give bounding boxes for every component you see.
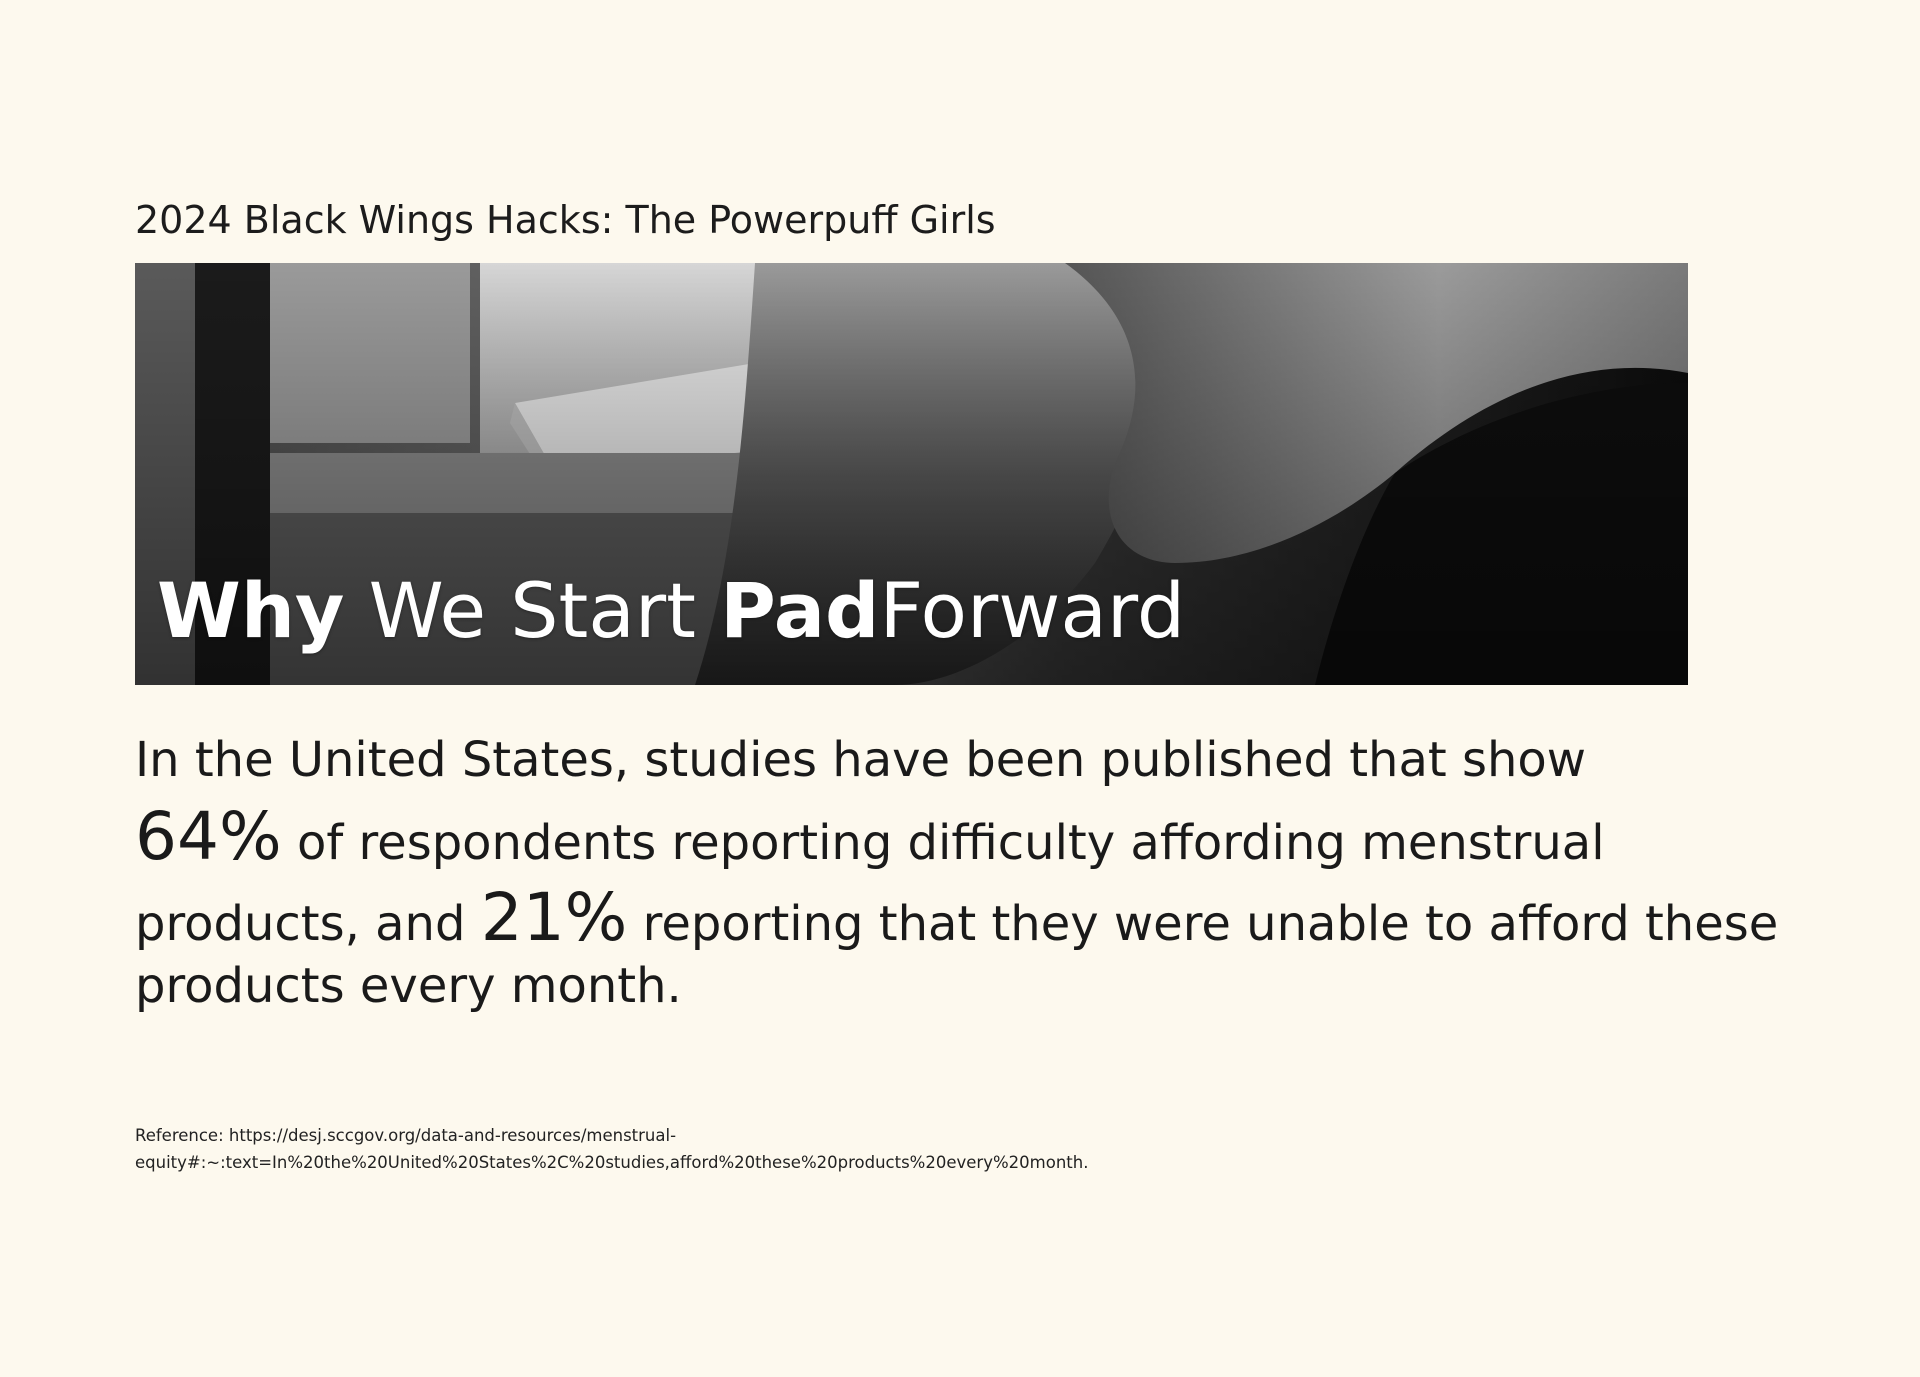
hero-heading-pad: Pad bbox=[720, 566, 880, 655]
reference-citation bbox=[135, 1122, 1435, 1176]
paragraph-line-3-text: reporting that they were unable to afford these bbox=[627, 896, 1779, 952]
stat-21-percent: 21% bbox=[480, 879, 628, 956]
paragraph-line-2-text: of respondents reporting difficulty affording menstrual bbox=[281, 815, 1605, 871]
statistics-paragraph bbox=[135, 730, 1779, 1016]
paragraph-line-4: products every month. bbox=[135, 958, 682, 1014]
paragraph-line-1: In the United States, studies have been published that show bbox=[135, 732, 1587, 788]
event-title: 2024 Black Wings Hacks: The Powerpuff Girls bbox=[135, 198, 996, 242]
reference-line-1[interactable]: Reference: https://desj.sccgov.org/data-and-resources/menstrual- bbox=[135, 1126, 677, 1145]
reference-line-2[interactable]: equity#:~:text=In%20the%20United%20States%2C%20studies,afford%20these%20products%20every%20month. bbox=[135, 1153, 1089, 1172]
paragraph-line-3 bbox=[135, 879, 1779, 956]
paragraph-line-2 bbox=[135, 794, 1735, 880]
hero-heading bbox=[157, 563, 1185, 659]
hero-heading-we-start: We Start bbox=[344, 566, 721, 655]
hero-heading-why: Why bbox=[157, 566, 345, 655]
hero-banner bbox=[135, 263, 1688, 685]
paragraph-line-3-start: products, and bbox=[135, 896, 481, 952]
stat-64-percent: 64% bbox=[135, 798, 282, 875]
hero-heading-forward: Forward bbox=[879, 566, 1186, 655]
